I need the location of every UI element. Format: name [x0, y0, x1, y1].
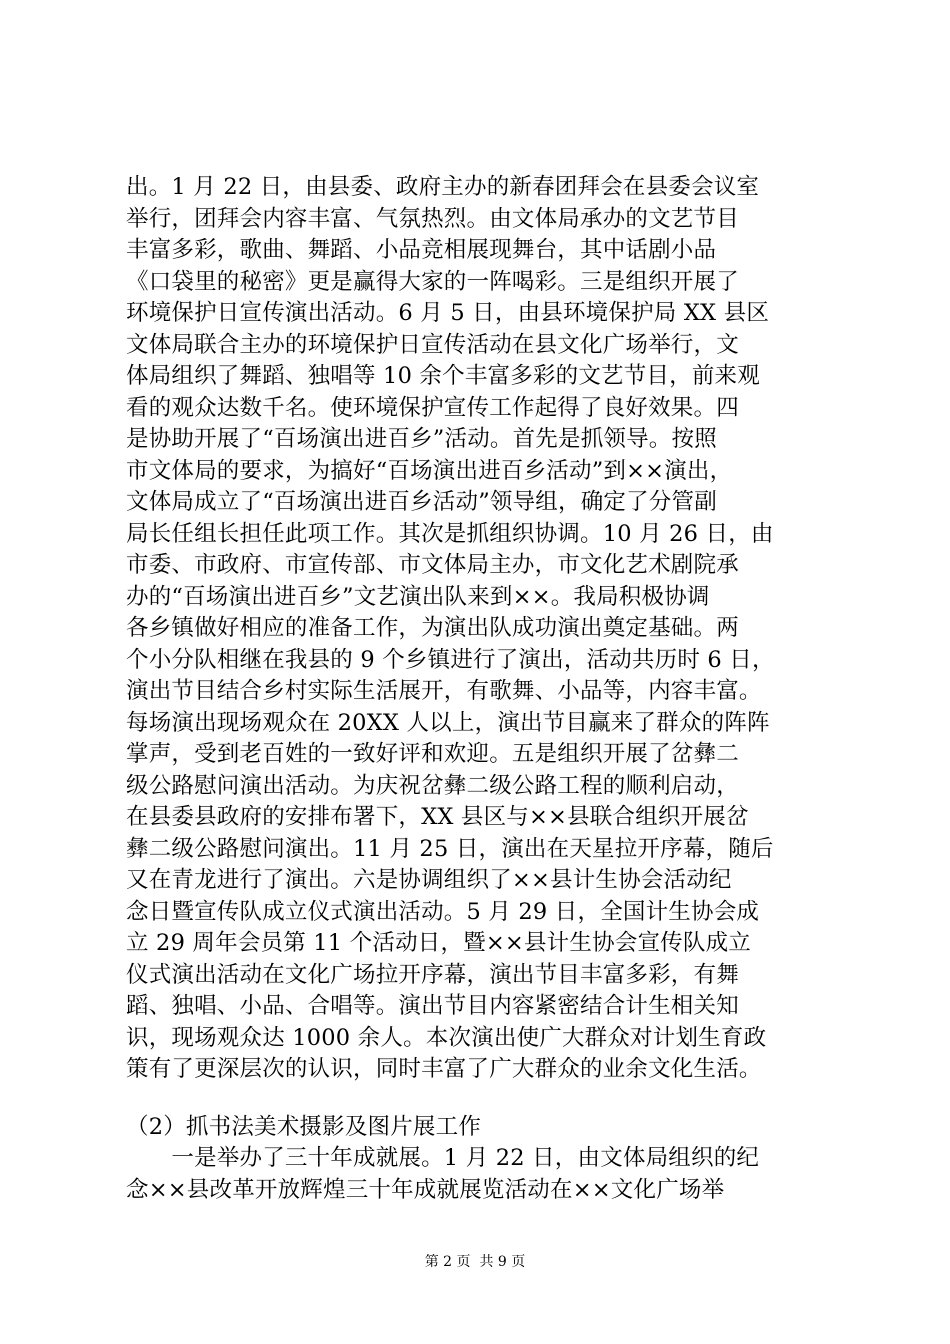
body-text-line: 丰富多彩，歌曲、舞蹈、小品竞相展现舞台，其中话剧小品 — [126, 237, 717, 263]
body-text-line: 每场演出现场观众在 20XX 人以上，演出节目赢来了群众的阵阵 — [126, 709, 770, 736]
section-text-line: 念××县改革开放辉煌三十年成就展览活动在××文化广场举 — [126, 1176, 725, 1203]
body-text-line: 个小分队相继在我县的 9 个乡镇进行了演出，活动共历时 6 日， — [126, 646, 775, 673]
body-text-line: 《口袋里的秘密》更是赢得大家的一阵喝彩。三是组织开展了 — [126, 268, 739, 295]
body-text-line: 举行，团拜会内容丰富、气氛热烈。由文体局承办的文艺节目 — [126, 205, 739, 232]
body-text-line: 各乡镇做好相应的准备工作，为演出队成功演出奠定基础。两 — [126, 615, 739, 641]
body-text-line: 掌声，受到老百姓的一致好评和欢迎。五是组织开展了岔彝二 — [126, 741, 739, 767]
body-text-line: 体局组织了舞蹈、独唱等 10 余个丰富多彩的文艺节目，前来观 — [126, 363, 760, 389]
body-text-line: 在县委县政府的安排布署下，XX 县区与××县联合组织开展岔 — [126, 804, 749, 830]
body-text-line: 文体局成立了“百场演出进百乡活动”领导组，确定了分管副 — [126, 489, 717, 515]
body-paragraph — [126, 172, 856, 1086]
body-text-line: 市文体局的要求，为搞好“百场演出进百乡活动”到××演出， — [126, 457, 733, 484]
body-text-line: 蹈、独唱、小品、合唱等。演出节目内容紧密结合计生相关知 — [126, 993, 739, 1019]
body-text-line: 识，现场观众达 1000 余人。本次演出使广大群众对计划生育政 — [126, 1024, 767, 1051]
body-text-line: 念日暨宣传队成立仪式演出活动。5 月 29 日，全国计生协会成 — [126, 898, 760, 925]
body-text-line: 立 29 周年会员第 11 个活动日，暨××县计生协会宣传队成立 — [126, 930, 751, 956]
body-text-line: 看的观众达数千名。使环境保护宣传工作起得了良好效果。四 — [126, 394, 739, 421]
paragraph-gap — [126, 1086, 856, 1112]
body-text-line: 文体局联合主办的环境保护日宣传活动在县文化广场举行，文 — [126, 331, 739, 358]
body-text-line: 又在青龙进行了演出。六是协调组织了××县计生协会活动纪 — [126, 867, 732, 893]
section-paragraph — [126, 1112, 856, 1207]
body-text-line: 仪式演出活动在文化广场拉开序幕，演出节目丰富多彩，有舞 — [126, 961, 739, 988]
text-block — [126, 172, 856, 1206]
body-text-line: 出。1 月 22 日，由县委、政府主办的新春团拜会在县委会议室 — [126, 174, 760, 200]
section-text-line: 一是举办了三十年成就展。1 月 22 日，由文体局组织的纪 — [126, 1145, 760, 1171]
page-footer: 第 2 页 共 9 页 — [424, 1254, 526, 1270]
section-text-line: （2）抓书法美术摄影及图片展工作 — [126, 1113, 482, 1140]
body-text-line: 彝二级公路慰问演出。11 月 25 日，演出在天星拉开序幕，随后 — [126, 835, 774, 862]
body-text-line: 演出节目结合乡村实际生活展开，有歌舞、小品等，内容丰富。 — [126, 678, 762, 704]
body-text-line: 市委、市政府、市宣传部、市文体局主办，市文化艺术剧院承 — [126, 552, 739, 578]
body-text-line: 策有了更深层次的认识，同时丰富了广大群众的业余文化生活。 — [126, 1056, 762, 1082]
body-text-line: 环境保护日宣传演出活动。6 月 5 日，由县环境保护局 XX 县区 — [126, 300, 770, 326]
body-text-line: 局长任组长担任此项工作。其次是抓组织协调。10 月 26 日，由 — [126, 520, 774, 547]
body-text-line: 级公路慰问演出活动。为庆祝岔彝二级公路工程的顺利启动， — [126, 772, 739, 799]
body-text-line: 是协助开展了“百场演出进百乡”活动。首先是抓领导。按照 — [126, 426, 717, 452]
body-text-line: 办的“百场演出进百乡”文艺演出队来到××。我局积极协调 — [126, 583, 710, 610]
